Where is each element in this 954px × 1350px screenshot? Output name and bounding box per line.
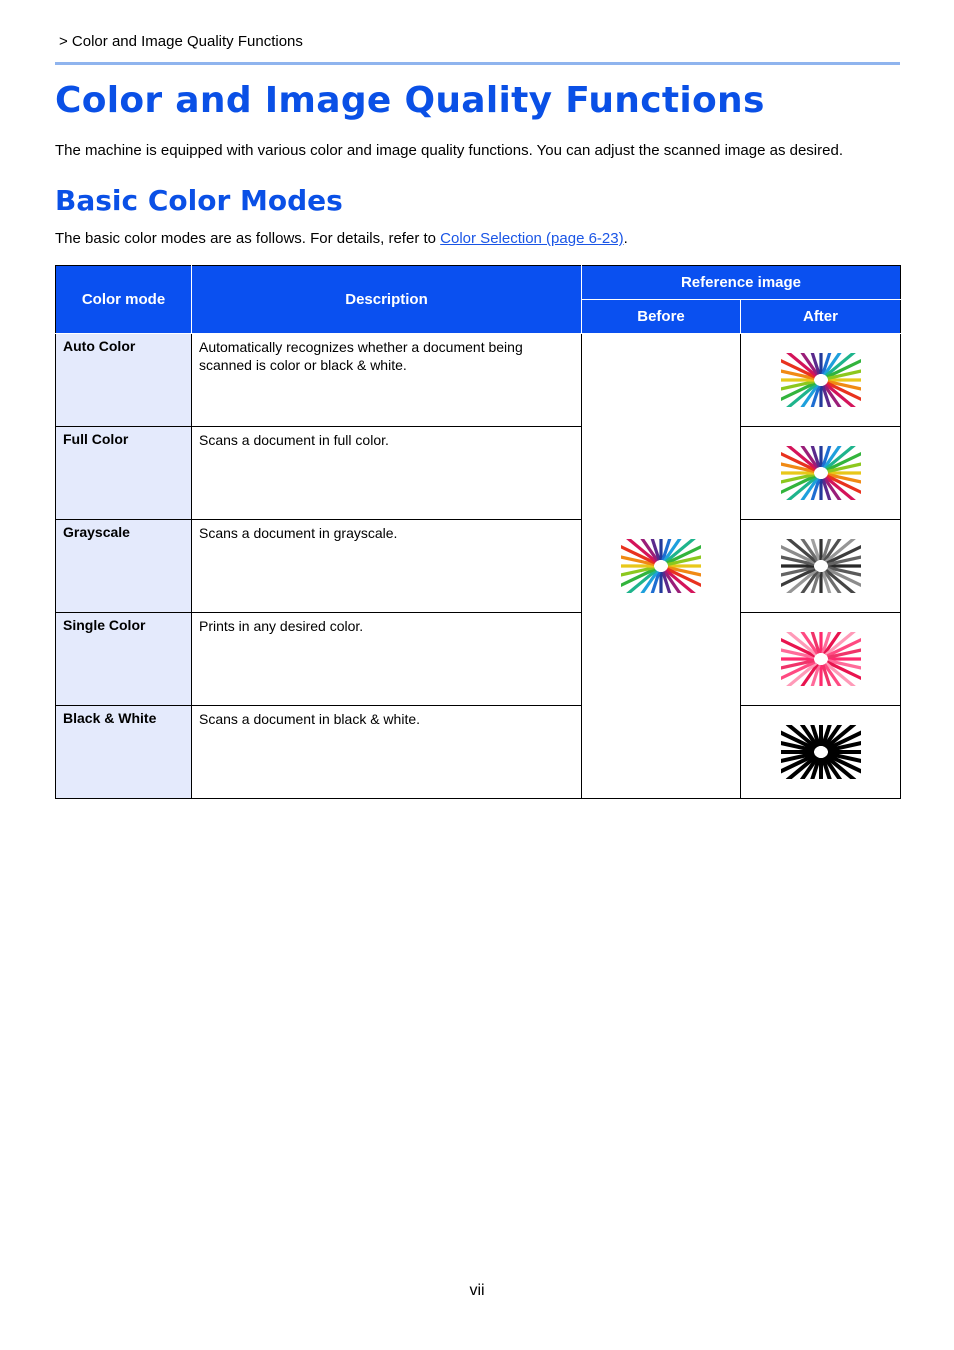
pencil-center	[815, 653, 827, 665]
after-pencils-image	[781, 353, 861, 407]
page-number: vii	[469, 1282, 485, 1299]
mode-description: Scans a document in grayscale.	[192, 520, 582, 613]
section-intro	[55, 230, 628, 247]
breadcrumb: > Color and Image Quality Functions	[59, 33, 303, 50]
after-pencils-image	[781, 725, 861, 779]
mode-name: Single Color	[56, 613, 192, 706]
table-row	[56, 613, 901, 706]
color-selection-link[interactable]: Color Selection (page 6-23)	[440, 230, 624, 247]
header-description: Description	[192, 266, 582, 334]
mode-name: Black & White	[56, 706, 192, 799]
mode-name: Auto Color	[56, 334, 192, 427]
mode-description: Automatically recognizes whether a document being scanned is color or black & white.	[192, 334, 582, 427]
mode-name: Grayscale	[56, 520, 192, 613]
before-image-cell	[582, 334, 741, 799]
after-image-cell	[741, 334, 901, 427]
mode-description: Scans a document in full color.	[192, 427, 582, 520]
table-row	[56, 334, 901, 427]
after-image-cell	[741, 613, 901, 706]
table-row	[56, 427, 901, 520]
pencil-center	[655, 560, 667, 572]
pencil-center	[815, 746, 827, 758]
after-image-cell	[741, 706, 901, 799]
after-image-cell	[741, 427, 901, 520]
header-reference-image: Reference image	[582, 266, 901, 300]
pencil-center	[815, 374, 827, 386]
section-intro-text: The basic color modes are as follows. For details, refer to	[55, 230, 441, 247]
color-modes-table	[55, 265, 901, 799]
section-title: Basic Color Modes	[55, 184, 343, 217]
header-after: After	[741, 300, 901, 334]
table-row	[56, 520, 901, 613]
after-pencils-image	[781, 632, 861, 686]
mode-name: Full Color	[56, 427, 192, 520]
header-rule	[55, 62, 900, 65]
after-image-cell	[741, 520, 901, 613]
section-intro-end: .	[623, 230, 628, 247]
header-color-mode: Color mode	[56, 266, 192, 334]
table-row	[56, 706, 901, 799]
intro-text: The machine is equipped with various color and image quality functions. You can adjust the scanned image as desired.	[55, 142, 843, 159]
before-pencils-image	[621, 539, 701, 593]
mode-description: Scans a document in black & white.	[192, 706, 582, 799]
pencil-center	[815, 467, 827, 479]
page-title: Color and Image Quality Functions	[55, 80, 765, 121]
after-pencils-image	[781, 539, 861, 593]
pencil-center	[815, 560, 827, 572]
after-pencils-image	[781, 446, 861, 500]
header-before: Before	[582, 300, 741, 334]
mode-description: Prints in any desired color.	[192, 613, 582, 706]
